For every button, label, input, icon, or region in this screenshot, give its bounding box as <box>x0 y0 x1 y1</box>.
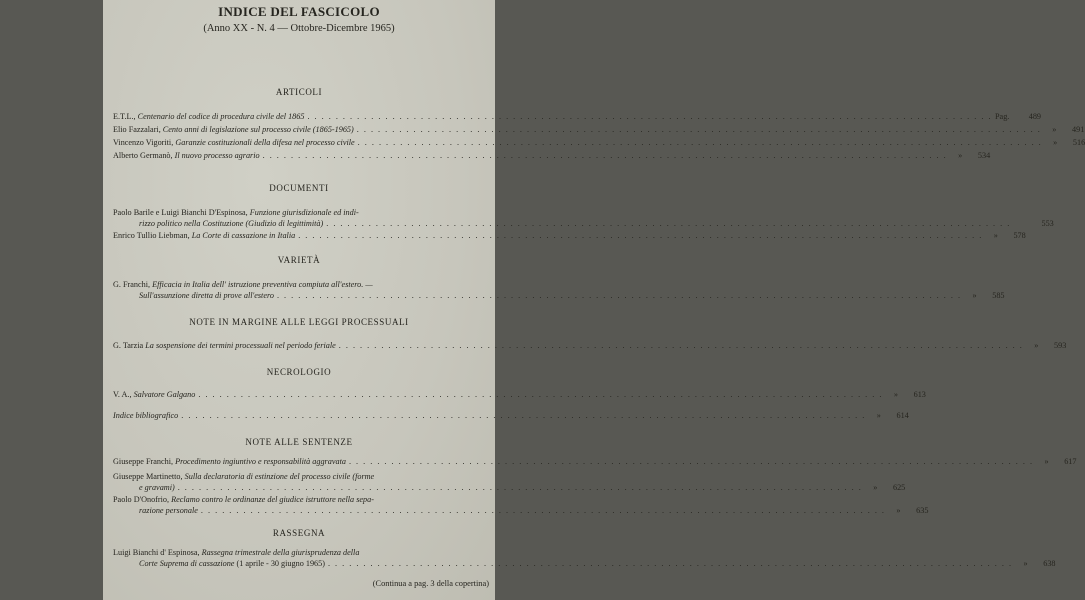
page-number: 593 <box>1054 341 1067 350</box>
page-marker: » <box>1052 125 1057 134</box>
entry-title: Procedimento ingiuntivo e responsabilità aggravata <box>175 457 346 466</box>
leader-dots <box>181 411 866 422</box>
entry-title: Cento anni di legislazione sul processo civile (1865-1965) <box>162 125 354 134</box>
leader-dots <box>328 559 1013 570</box>
entry-author: Giuseppe Martinetto, <box>113 472 183 481</box>
section-title-varieta: VARIETÀ <box>277 255 321 265</box>
entry-author: V. A., <box>113 390 132 399</box>
page-number: 553 <box>1041 218 1054 228</box>
toc-entry[interactable] <box>113 231 1026 242</box>
leader-dots <box>358 138 1043 149</box>
entry-author: Paolo Barile e Luigi Bianchi D'Espinosa, <box>113 208 248 217</box>
entry-title: Rassegna trimestrale della giurisprudenza della <box>201 548 360 557</box>
entry-title: Funzione giurisdizionale ed indi- <box>249 208 359 217</box>
page-marker: Pag. <box>995 112 1010 121</box>
page-number: 617 <box>1064 457 1077 466</box>
entry-title-continued: Corte Suprema di cassazione <box>139 558 235 568</box>
page-marker: » <box>876 411 881 420</box>
page-number: 625 <box>892 482 906 492</box>
toc-entry[interactable] <box>113 411 909 422</box>
leader-dots <box>178 483 863 494</box>
leader-dots <box>201 506 886 517</box>
page-marker: » <box>893 390 898 399</box>
entry-title: Sulla declaratoria di estinzione del processo civile (forme <box>184 472 375 481</box>
issue-subtitle: (Anno XX - N. 4 — Ottobre-Dicembre 1965) <box>203 23 395 34</box>
leader-dots <box>357 125 1042 136</box>
leader-dots <box>277 291 962 302</box>
entry-author: Enrico Tullio Liebman, <box>113 231 190 240</box>
page-number: 534 <box>977 151 991 160</box>
section-title-documenti: DOCUMENTI <box>269 183 329 193</box>
page-number: 635 <box>916 505 929 515</box>
entry-author: Paolo D'Onofrio, <box>113 495 170 504</box>
entry-title: Indice bibliografico <box>113 411 179 420</box>
entry-title: Efficacia in Italia dell' istruzione preventiva compiuta all'estero. — <box>152 280 373 289</box>
page-marker: » <box>1034 341 1039 350</box>
page-marker: » <box>1044 457 1049 466</box>
toc-entry[interactable] <box>113 208 1054 229</box>
toc-entry[interactable] <box>113 280 1005 301</box>
section-title-note-sentenze: NOTE ALLE SENTENZE <box>245 437 353 447</box>
entry-title: La Corte di cassazione in Italia <box>191 231 296 240</box>
section-title-rassegna: RASSEGNA <box>272 528 326 538</box>
leader-dots <box>263 151 948 162</box>
entry-author: G. Franchi, <box>113 280 151 289</box>
page-marker: » <box>972 290 977 300</box>
page-marker: » <box>1053 138 1058 147</box>
journal-page <box>103 0 1085 600</box>
entry-author: G. Tarzia <box>113 341 144 350</box>
entry-title: Reclamo contro le ordinanze del giudice istruttore nella sepa- <box>171 495 374 504</box>
entry-author: Luigi Bianchi d' Espinosa, <box>113 548 200 557</box>
leader-dots <box>349 457 1034 468</box>
section-title-articoli: ARTICOLI <box>275 87 323 97</box>
entry-author: Giuseppe Franchi, <box>113 457 174 466</box>
page-marker: » <box>1023 558 1028 568</box>
toc-entry[interactable] <box>113 341 1067 352</box>
page-number: 516 <box>1072 138 1085 147</box>
entry-title: La sospensione dei termini processuali nel periodo feriale <box>145 341 336 350</box>
toc-entry[interactable] <box>113 472 906 493</box>
toc-entry[interactable] <box>113 390 926 401</box>
toc-entry[interactable] <box>113 138 1085 149</box>
leader-dots <box>307 112 992 123</box>
page-number: 585 <box>992 290 1005 300</box>
toc-entry[interactable] <box>113 112 1041 123</box>
page-number: 638 <box>1043 558 1056 568</box>
entry-title: Centenario del codice di procedura civile del 1865 <box>137 112 305 121</box>
section-title-note-margine: NOTE IN MARGINE ALLE LEGGI PROCESSUALI <box>189 317 409 327</box>
toc-entry[interactable] <box>113 495 929 516</box>
entry-author: Vincenzo Vigoriti, <box>113 138 174 147</box>
continuation-note: (Continua a pag. 3 della copertina) <box>372 579 489 588</box>
page-number: 613 <box>913 390 926 399</box>
page-number: 614 <box>896 411 909 420</box>
page-number: 489 <box>1028 112 1041 121</box>
entry-title: Garanzie costituzionali della difesa nel processo civile <box>175 138 355 147</box>
page-marker: » <box>958 151 963 160</box>
leader-dots <box>339 341 1024 352</box>
toc-entry[interactable] <box>113 457 1077 468</box>
toc-entry[interactable] <box>113 125 1085 136</box>
entry-title-continued: Sull'assunzione diretta di prove all'estero <box>139 290 274 300</box>
page-number: 491 <box>1072 125 1085 134</box>
entry-author: Alberto Germanò, <box>113 151 173 160</box>
entry-author: E.T.L., <box>113 112 136 121</box>
entry-title: Salvatore Galgano <box>133 390 196 399</box>
leader-dots <box>326 219 1011 230</box>
entry-title: Il nuovo processo agrario <box>174 151 260 160</box>
entry-author: Elio Fazzalari, <box>113 125 161 134</box>
leader-dots <box>298 231 983 242</box>
page-number: 578 <box>1013 231 1026 240</box>
page-marker: » <box>993 231 998 240</box>
page-marker: » <box>873 482 878 492</box>
toc-entry[interactable] <box>113 548 1056 569</box>
entry-title-continued: razione personale <box>139 505 198 515</box>
entry-title-continued: e gravami) <box>139 482 175 492</box>
section-title-necrologio: NECROLOGIO <box>266 367 332 377</box>
toc-entry[interactable] <box>113 151 991 162</box>
entry-title-continued: rizzo politico nella Costituzione (Giudizio di legittimità) <box>139 218 324 228</box>
entry-date-range: (1 aprile - 30 giugno 1965) <box>236 558 325 568</box>
page-marker: » <box>896 505 901 515</box>
page-title: INDICE DEL FASCICOLO <box>218 4 380 19</box>
leader-dots <box>198 390 883 401</box>
